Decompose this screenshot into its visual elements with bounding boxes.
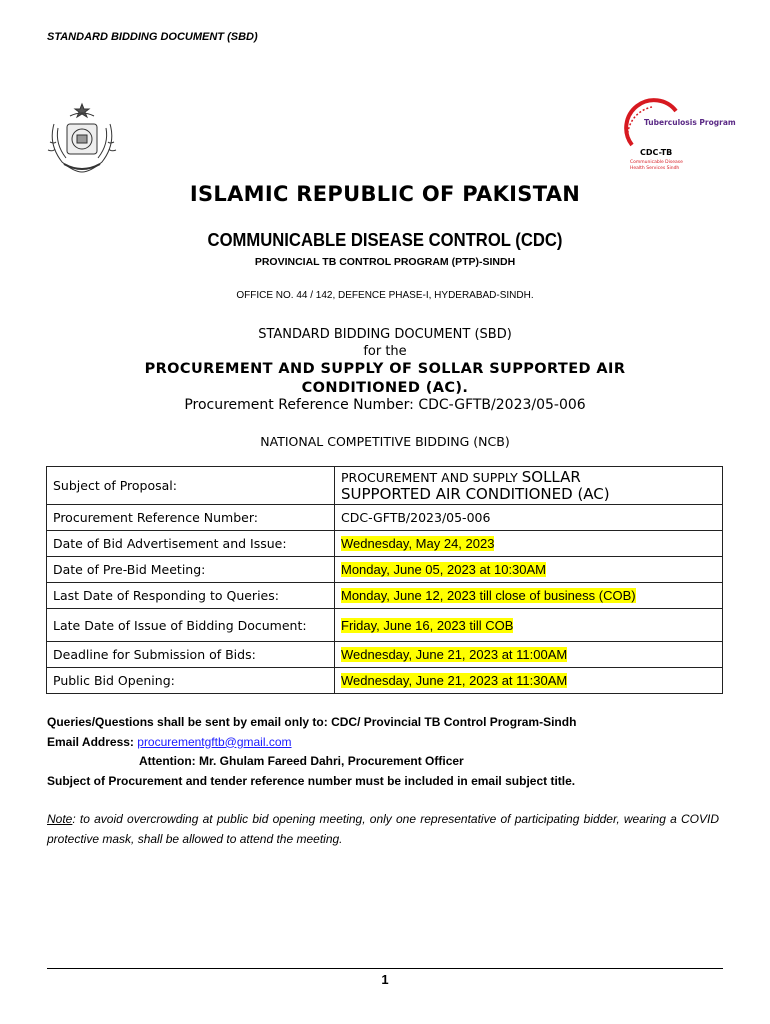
page-number: 1 (381, 972, 389, 987)
cdc-tb-sub1: Communicable Disease (630, 160, 683, 165)
covid-note (47, 810, 719, 849)
row-value-text: Wednesday, May 24, 2023 (341, 536, 495, 551)
program-title: PROVINCIAL TB CONTROL PROGRAM (PTP)-SINDH (254, 256, 516, 268)
note-text: : to avoid overcrowding at public bid opening meeting, only one representative of participating bidder, wearing a COVID protective mask, shall be allowed to attend the meeting. (47, 812, 719, 846)
row-value (335, 642, 723, 668)
table-row (47, 505, 723, 531)
organization-title: COMMUNICABLE DISEASE CONTROL (CDC) (207, 229, 563, 250)
cdc-tb-label: CDC-TB (640, 148, 673, 157)
cdc-tb-logo-text: Tuberculosis Program (644, 118, 736, 127)
row-value (335, 668, 723, 694)
row-value-text: Monday, June 12, 2023 till close of business (COB) (341, 588, 636, 603)
row-label: Deadline for Submission of Bids: (47, 642, 335, 668)
row-label: Procurement Reference Number: (47, 505, 335, 531)
country-title: ISLAMIC REPUBLIC OF PAKISTAN (189, 182, 581, 206)
row-value (335, 531, 723, 557)
table-row (47, 467, 723, 505)
row-value-text: Wednesday, June 21, 2023 at 11:00AM (341, 647, 568, 662)
row-value (335, 467, 723, 505)
row-label: Late Date of Issue of Bidding Document: (47, 609, 335, 642)
table-row (47, 583, 723, 609)
cdc-tb-logo (618, 101, 736, 175)
row-value (335, 557, 723, 583)
row-value (335, 583, 723, 609)
row-label: Last Date of Responding to Queries: (47, 583, 335, 609)
table-row (47, 557, 723, 583)
row-label: Subject of Proposal: (47, 467, 335, 505)
sbd-heading: STANDARD BIDDING DOCUMENT (SBD) (258, 327, 512, 342)
table-row (47, 531, 723, 557)
attention-line: Attention: Mr. Ghulam Fareed Dahri, Procurement Officer (139, 754, 464, 768)
row-value-text: Monday, June 05, 2023 at 10:30AM (341, 562, 547, 577)
cdc-tb-sub2: Health Services Sindh (630, 166, 680, 171)
bid-schedule-table (46, 466, 723, 694)
row-value-text: Friday, June 16, 2023 till COB (341, 617, 514, 633)
for-the-text: for the (363, 344, 407, 359)
document-header: STANDARD BIDDING DOCUMENT (SBD) (47, 31, 258, 43)
row-value (335, 505, 723, 531)
queries-section (47, 713, 727, 791)
subject-value-part: PROCUREMENT AND SUPPLY (341, 469, 522, 485)
row-value-text: Wednesday, June 21, 2023 at 11:30AM (341, 673, 568, 688)
subject-value-part: SOLLAR (521, 467, 581, 486)
row-value-text: CDC-GFTB/2023/05-006 (341, 510, 491, 525)
row-label: Public Bid Opening: (47, 668, 335, 694)
procurement-title: PROCUREMENT AND SUPPLY OF SOLLAR SUPPORTED AIR CONDITIONED (AC). (144, 361, 626, 396)
email-link[interactable]: procurementgftb@gmail.com (137, 734, 292, 749)
row-value (335, 609, 723, 642)
subject-value-part: SUPPORTED AIR CONDITIONED (AC) (341, 484, 610, 503)
office-address: OFFICE NO. 44 / 142, DEFENCE PHASE-I, HYDERABAD-SINDH. (236, 290, 534, 301)
bidding-type: NATIONAL COMPETITIVE BIDDING (NCB) (260, 434, 510, 449)
table-row (47, 668, 723, 694)
note-label: Note (47, 812, 73, 826)
table-row (47, 642, 723, 668)
subject-note: Subject of Procurement and tender reference number must be included in email subject title. (47, 773, 576, 788)
email-line (47, 733, 727, 753)
email-label: Email Address: (47, 734, 138, 749)
footer-divider (47, 968, 723, 969)
sindh-emblem-logo (44, 102, 120, 174)
row-label: Date of Pre-Bid Meeting: (47, 557, 335, 583)
procurement-reference: Procurement Reference Number: CDC-GFTB/2023/05-006 (184, 397, 586, 413)
row-label: Date of Bid Advertisement and Issue: (47, 531, 335, 557)
queries-line: Queries/Questions shall be sent by email only to: CDC/ Provincial TB Control Program-Sindh (47, 715, 577, 729)
table-row (47, 609, 723, 642)
